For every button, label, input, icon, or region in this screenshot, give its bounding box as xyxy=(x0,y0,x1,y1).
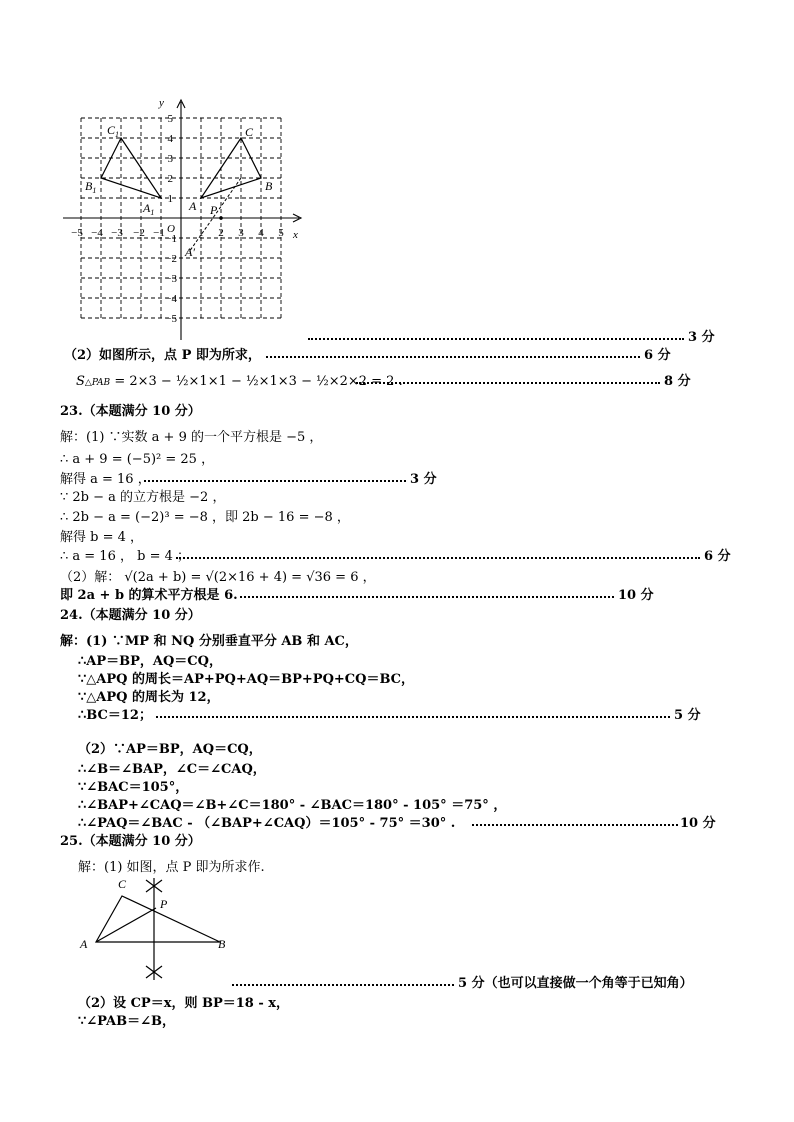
q23-line: ∴ 2b − a = (−2)³ = −8 ，即 2b − 16 = −8 ， xyxy=(60,510,350,525)
q25-line: ∵∠PAB＝∠B， xyxy=(78,1014,175,1029)
score-3: 3 分 xyxy=(410,472,437,487)
x-tick: −2 xyxy=(133,227,145,239)
x-tick: −4 xyxy=(91,227,103,239)
q24-line: ∵∠BAC＝105°， xyxy=(78,780,189,795)
q25-line: 解：(1) 如图，点 P 即为所求作. xyxy=(78,860,265,875)
q24-line: ∴∠PAQ＝∠BAC - （∠BAP+∠CAQ）＝105° - 75° ＝30° . xyxy=(78,816,456,831)
label-p: P xyxy=(210,203,218,217)
label-a-prime: A′ xyxy=(185,245,195,259)
y-tick: 3 xyxy=(167,153,173,165)
leader-dots xyxy=(144,478,406,482)
q23-line: 解：(1) ∵实数 a + 9 的一个平方根是 −5 ， xyxy=(60,430,323,445)
score-8: 8 分 xyxy=(664,374,691,389)
label-p: P xyxy=(160,897,168,911)
q23-line: ∴ a = 16 ， b = 4 ； xyxy=(60,549,191,564)
triangle-abc xyxy=(201,138,261,198)
construction-figure xyxy=(76,874,236,984)
x-tick: 5 xyxy=(278,227,284,239)
q23-line: ∵ 2b − a 的立方根是 −2 ， xyxy=(60,490,226,505)
q24-line: ∴∠BAP+∠CAQ＝∠B+∠C＝180° - ∠BAC＝180° - 105° ＝75° ， xyxy=(78,798,507,813)
q22-part2: （2）如图所示，点 P 即为所求， xyxy=(64,348,261,363)
q23-line: ∴ a + 9 = (−5)² = 25 ， xyxy=(60,452,215,467)
score-6: 6 分 xyxy=(704,549,731,564)
leader-dots xyxy=(356,380,660,384)
area-subscript: △PAB xyxy=(84,378,111,388)
label-c: C xyxy=(118,877,127,891)
y-tick: 2 xyxy=(167,173,173,185)
y-tick: −5 xyxy=(165,313,177,325)
y-tick: −2 xyxy=(165,253,177,265)
axes xyxy=(63,100,301,340)
y-tick: −3 xyxy=(165,273,177,285)
q24-line: ∴AP＝BP，AQ＝CQ， xyxy=(78,654,222,669)
score-5-note: 5 分（也可以直接做一个角等于已知角） xyxy=(458,976,693,991)
leader-dots xyxy=(176,555,700,559)
coordinate-graph xyxy=(55,92,315,342)
score-10: 10 分 xyxy=(618,588,654,603)
y-tick: −1 xyxy=(165,233,177,245)
label-c: C xyxy=(245,125,254,139)
y-tick: 5 xyxy=(167,113,173,125)
q24-line: （2）∵AP＝BP，AQ＝CQ， xyxy=(78,742,262,757)
leader-dots xyxy=(240,594,614,598)
leader-dots xyxy=(156,714,670,718)
x-tick: 4 xyxy=(258,227,264,239)
label-b1: $B_1$ xyxy=(85,179,97,195)
x-tick: 2 xyxy=(218,227,224,239)
score-3: 3 分 xyxy=(688,330,715,345)
x-tick-labels xyxy=(71,227,284,239)
q23-line: （2）解： √(2a + b) = √(2×16 + 4) = √36 = 6 ， xyxy=(60,570,376,585)
leader-dots xyxy=(308,336,684,340)
x-tick: −1 xyxy=(153,227,165,239)
y-tick: 4 xyxy=(167,133,173,145)
label-b: B xyxy=(218,937,226,951)
label-a1: $A_1$ xyxy=(143,201,155,217)
label-a: A xyxy=(189,199,197,213)
x-tick: −5 xyxy=(71,227,83,239)
area-expression: = 2×3 − ½×1×1 − ½×1×3 − ½×2×2 = 2 . xyxy=(114,374,403,389)
score-5: 5 分 xyxy=(674,708,701,723)
y-tick: −4 xyxy=(165,293,177,305)
y-tick: 1 xyxy=(167,193,173,205)
q23-line: 解得 b = 4 ， xyxy=(60,530,144,545)
q24-line: ∵△APQ 的周长为 12， xyxy=(78,690,220,705)
q23-heading: 23.（本题满分 10 分） xyxy=(60,404,201,419)
x-tick: 3 xyxy=(238,227,244,239)
label-c1: $C_1$ xyxy=(107,123,120,139)
score-10: 10 分 xyxy=(680,816,716,831)
leader-dots xyxy=(232,982,454,986)
triangle-a1b1c1 xyxy=(101,138,161,198)
q23-line: 解得 a = 16 ， xyxy=(60,472,151,487)
q23-line: 即 2a + b 的算术平方根是 6. xyxy=(60,588,238,603)
score-6: 6 分 xyxy=(644,348,671,363)
q24-line: 解：(1) ∵MP 和 NQ 分别垂直平分 AB 和 AC， xyxy=(60,634,358,649)
leader-dots xyxy=(266,354,640,358)
q24-heading: 24.（本题满分 10 分） xyxy=(60,608,201,623)
q24-line: ∴∠B＝∠BAP，∠C＝∠CAQ， xyxy=(78,762,266,777)
label-b: B xyxy=(265,179,273,193)
triangle-abc xyxy=(96,896,220,942)
q25-line: （2）设 CP＝x，则 BP＝18 - x， xyxy=(78,996,290,1011)
axis-y-label: y xyxy=(159,97,164,109)
q24-line: ∵△APQ 的周长＝AP+PQ+AQ＝BP+PQ+CQ＝BC， xyxy=(78,672,415,687)
q22-area-formula xyxy=(76,374,403,391)
origin-label: O xyxy=(167,223,175,235)
axis-x-label: x xyxy=(293,229,298,241)
axis-labels xyxy=(158,97,298,241)
x-tick: 1 xyxy=(198,227,204,239)
y-tick-labels xyxy=(165,113,177,325)
leader-dots xyxy=(472,822,678,826)
point-p-dot xyxy=(219,216,223,220)
x-tick: −3 xyxy=(111,227,123,239)
label-a: A xyxy=(80,937,88,951)
area-symbol: S xyxy=(76,374,85,389)
q24-line: ∴BC＝12； xyxy=(78,708,152,723)
q25-heading: 25.（本题满分 10 分） xyxy=(60,834,201,849)
